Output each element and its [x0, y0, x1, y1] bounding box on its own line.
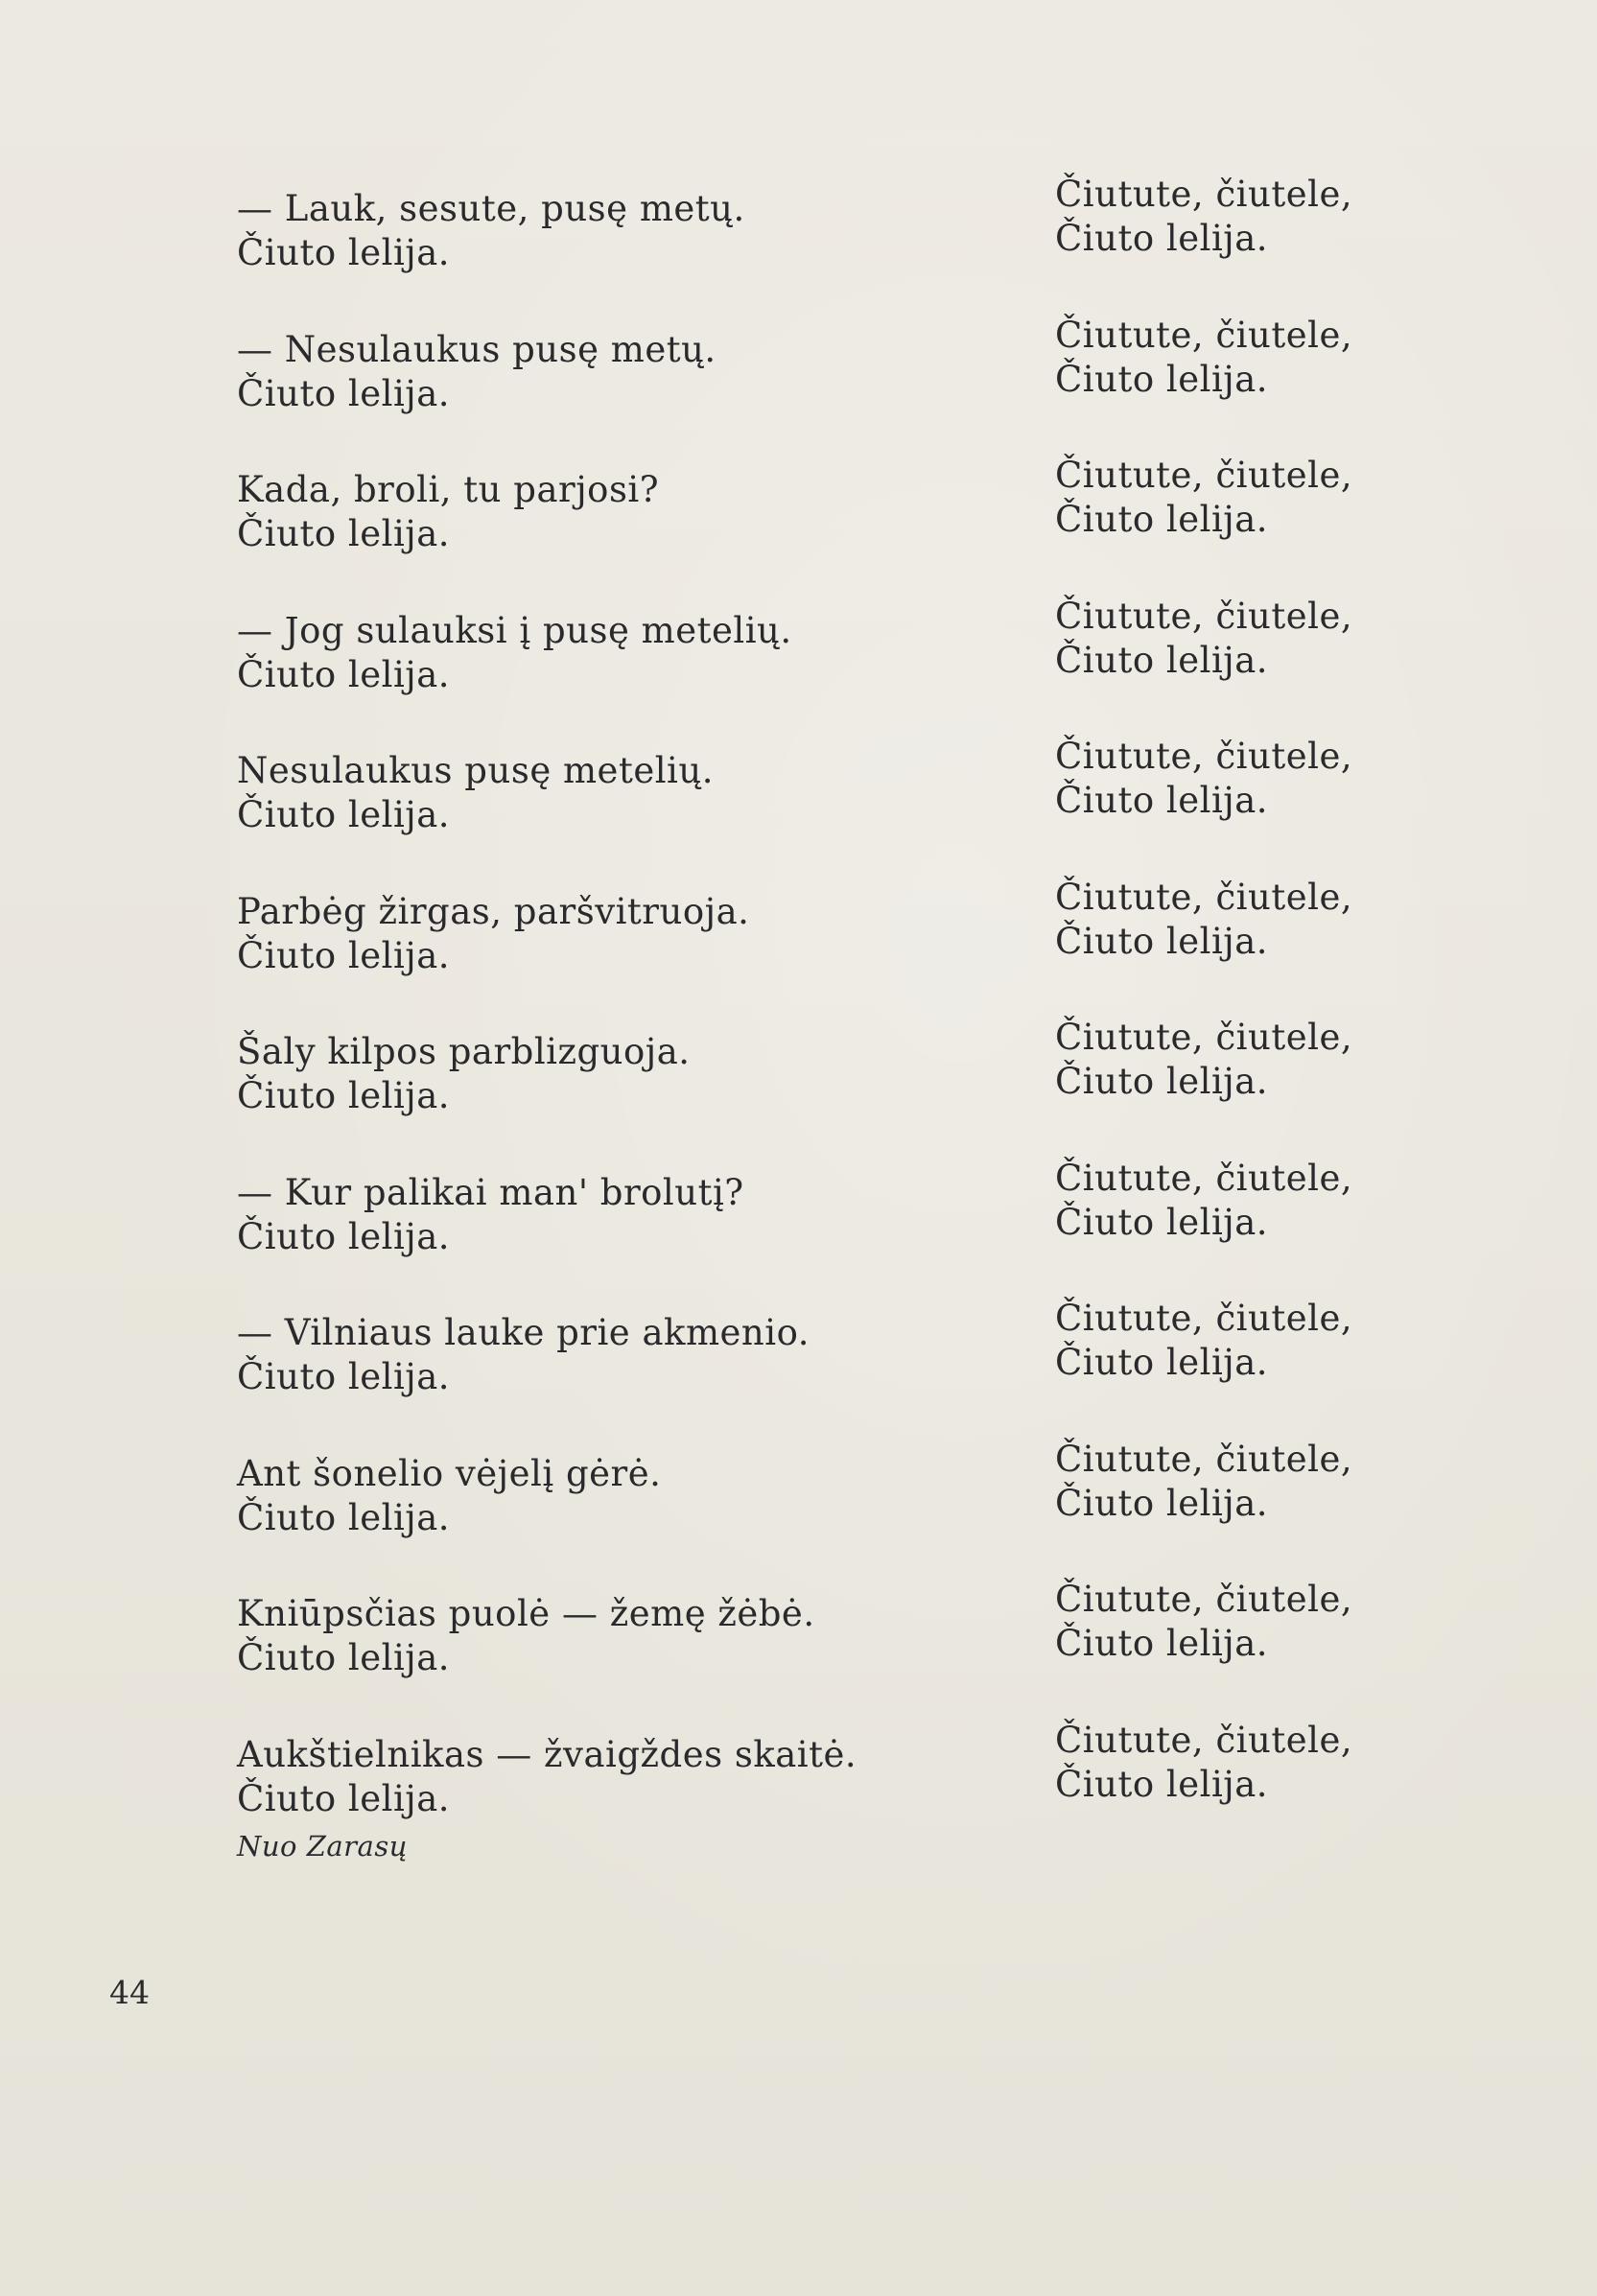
refrain-line: Čiuto lelija. [237, 1075, 451, 1116]
stanza [237, 1452, 1043, 1593]
refrain-stanza [1055, 1578, 1554, 1719]
refrain-line: Čiuto lelija. [1055, 780, 1269, 821]
refrain-line: Čiutute, čiutele, [1055, 736, 1353, 777]
refrain-line: Čiutute, čiutele, [1055, 876, 1353, 918]
verse-line: Nesulaukus pusę metelių. [237, 750, 714, 791]
refrain-line: Čiuto lelija. [237, 513, 451, 554]
refrain-line: Čiuto lelija. [237, 372, 451, 414]
stanza [237, 609, 1043, 750]
refrain-stanza [1055, 173, 1554, 314]
refrain-line: Čiuto lelija. [1055, 1061, 1269, 1102]
stanza [237, 328, 1043, 469]
verse-line: — Jog sulauksi į pusę metelių. [237, 609, 792, 651]
refrain-stanza [1055, 1016, 1554, 1157]
verse-line: Parbėg žirgas, paršvitruoja. [237, 890, 750, 932]
page-number: 44 [109, 1974, 150, 2011]
refrain-line: Čiutute, čiutele, [1055, 1438, 1353, 1480]
verse-line: Ant šonelio vėjelį gėrė. [237, 1452, 662, 1494]
refrain-line: Čiutute, čiutele, [1055, 1579, 1353, 1620]
stanza [237, 1592, 1043, 1733]
refrain-line: Čiuto lelija. [1055, 499, 1269, 540]
refrain-line: Čiuto lelija. [237, 934, 451, 976]
refrain-stanza [1055, 876, 1554, 1017]
verse-line: — Vilniaus lauke prie akmenio. [237, 1312, 810, 1353]
verse-line: Šaly kilpos parblizguoja. [237, 1031, 691, 1072]
verse-line: Aukštielnikas — žvaigždes skaitė. [237, 1733, 857, 1775]
song-verses-column [237, 187, 1043, 1873]
verse-line: — Nesulaukus pusę metų. [237, 328, 716, 370]
stanza [237, 187, 1043, 328]
refrain-line: Čiuto lelija. [237, 232, 451, 273]
refrain-line: Čiuto lelija. [1055, 218, 1269, 259]
refrain-line: Čiutute, čiutele, [1055, 1157, 1353, 1199]
refrain-line: Čiuto lelija. [237, 653, 451, 695]
song-source-note: Nuo Zarasų [237, 1830, 408, 1863]
refrain-line: Čiuto lelija. [1055, 1763, 1269, 1805]
refrain-column [1055, 173, 1554, 1859]
refrain-line: Čiuto lelija. [1055, 1342, 1269, 1383]
refrain-line: Čiuto lelija. [1055, 358, 1269, 400]
refrain-line: Čiuto lelija. [237, 1496, 451, 1538]
refrain-line: Čiuto lelija. [1055, 1201, 1269, 1243]
refrain-line: Čiuto lelija. [1055, 1623, 1269, 1664]
refrain-stanza [1055, 314, 1554, 455]
refrain-line: Čiutute, čiutele, [1055, 455, 1353, 496]
verse-line: Kniūpsčias puolė — žemę žėbė. [237, 1593, 815, 1634]
refrain-line: Čiuto lelija. [1055, 1482, 1269, 1524]
refrain-line: Čiutute, čiutele, [1055, 1017, 1353, 1058]
refrain-line: Čiutute, čiutele, [1055, 1298, 1353, 1339]
stanza [237, 890, 1043, 1031]
refrain-line: Čiuto lelija. [237, 1777, 451, 1819]
stanza [237, 1030, 1043, 1171]
refrain-line: Čiutute, čiutele, [1055, 595, 1353, 637]
refrain-line: Čiuto lelija. [237, 1637, 451, 1678]
refrain-line: Čiuto lelija. [237, 1356, 451, 1397]
refrain-line: Čiuto lelija. [237, 794, 451, 835]
stanza [237, 1171, 1043, 1312]
refrain-line: Čiutute, čiutele, [1055, 174, 1353, 215]
refrain-stanza [1055, 1438, 1554, 1579]
refrain-stanza [1055, 735, 1554, 876]
verse-line: Kada, broli, tu parjosi? [237, 469, 660, 510]
stanza [237, 1311, 1043, 1452]
refrain-stanza [1055, 1297, 1554, 1438]
refrain-stanza [1055, 1719, 1554, 1860]
refrain-line: Čiuto lelija. [1055, 639, 1269, 681]
refrain-stanza [1055, 1157, 1554, 1298]
stanza [237, 749, 1043, 890]
stanza [237, 468, 1043, 609]
refrain-line: Čiuto lelija. [1055, 920, 1269, 962]
refrain-stanza [1055, 454, 1554, 595]
refrain-line: Čiutute, čiutele, [1055, 314, 1353, 356]
refrain-line: Čiuto lelija. [237, 1215, 451, 1257]
verse-line: — Kur palikai man' brolutį? [237, 1171, 744, 1213]
refrain-line: Čiutute, čiutele, [1055, 1719, 1353, 1761]
verse-line: — Lauk, sesute, pusę metų. [237, 188, 745, 229]
refrain-stanza [1055, 595, 1554, 736]
